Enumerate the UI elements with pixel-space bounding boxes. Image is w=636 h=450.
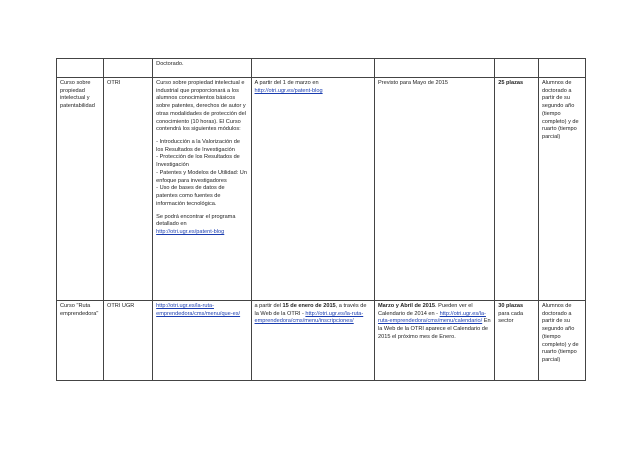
table-row xyxy=(57,78,586,301)
dates-cell xyxy=(375,78,495,301)
registration-cell xyxy=(251,78,375,301)
program-text: Se podrá encontrar el programa detallado en xyxy=(156,213,236,228)
seats-text: 30 plazas xyxy=(498,303,524,309)
course-name: Curso sobre propiedad intelectual y patentabilidad xyxy=(60,80,95,110)
table-cell xyxy=(153,59,251,78)
seats-cell xyxy=(495,301,539,381)
table-cell xyxy=(251,59,375,78)
organizer-cell xyxy=(103,301,152,381)
course-link[interactable]: http://otri.ugr.es/la-ruta-emprendedora/cms/menu/que-es/ xyxy=(156,303,241,317)
program-link[interactable]: http://otri.ugr.es/patent-blog xyxy=(156,228,225,235)
registration-text: a partir del xyxy=(254,303,283,309)
audience-text: Alumnos de doctorado a partir de su segundo año (tiempo completo) y de ruarto (tiempo parcial) xyxy=(541,80,579,141)
description-cell xyxy=(153,78,251,301)
dates-text: Previsto para Mayo de 2015 xyxy=(378,80,448,86)
registration-text: , a través de la Web de la OTRI - xyxy=(254,303,367,317)
registration-date: 15 de enero de 2015 xyxy=(282,303,336,309)
module-item: - Introducción a la Valorización de los Resultados de Investigación xyxy=(156,139,241,153)
table-cell xyxy=(495,59,539,78)
table-row xyxy=(57,301,586,381)
module-item: - Protección de los Resultados de Investigación xyxy=(156,154,240,169)
organizer-cell xyxy=(103,78,152,301)
dates-cell xyxy=(375,301,495,381)
description-intro: Curso sobre propiedad intelectual e industrial que proporcionará a los alumnos conocimientos básicos sobre patentes, derechos de autor y otras modalidades de protección del conocimiento (10 horas). El Curso contendrá los siguientes módulos: xyxy=(156,80,247,133)
seats-sub: para cada sector xyxy=(498,310,524,325)
calendar-link[interactable]: http://otri.ugr.es/la-ruta-emprendedora/cms/menu/calendario/ xyxy=(378,310,486,325)
course-name-cell xyxy=(57,78,104,301)
course-name-cell xyxy=(57,301,104,381)
course-name: Curso "Ruta emprendedora" xyxy=(60,303,99,317)
table-cell xyxy=(538,59,585,78)
seats-text: 25 plazas xyxy=(498,80,524,86)
registration-cell xyxy=(251,301,375,381)
audience-cell xyxy=(538,78,585,301)
seats-cell xyxy=(495,78,539,301)
description-cell xyxy=(153,301,251,381)
module-item: - Uso de bases de datos de patentes como fuentes de información tecnológica. xyxy=(156,185,225,207)
registration-link[interactable]: http://otri.ugr.es/la-ruta-emprendedora/cms/menu/inscripciones/ xyxy=(254,310,364,325)
table-cell xyxy=(57,59,104,78)
table-cell xyxy=(375,59,495,78)
audience-cell xyxy=(538,301,585,381)
audience-text: Alumnos de doctorado a partir de su segundo año (tiempo completo) y de ruarto (tiempo parcial) xyxy=(541,303,579,364)
table-row xyxy=(57,59,586,78)
cell-text: Doctorado. xyxy=(156,61,184,67)
dates-bold: Marzo y Abril de 2015 xyxy=(378,303,436,309)
module-item: - Patentes y Modelos de Utilidad: Un enfoque para investigadores xyxy=(156,169,247,184)
table-cell xyxy=(103,59,152,78)
courses-table xyxy=(56,58,586,381)
dates-tail: En la Web de la OTRI aparece el Calendario de 2015 el próximo mes de Enero. xyxy=(378,318,491,340)
registration-link[interactable]: http://otri.ugr.es/patent-blog xyxy=(254,87,323,94)
dates-text: . Pueden ver el Calendario de 2014 en - xyxy=(378,303,473,317)
organizer: OTRI xyxy=(106,80,121,86)
registration-text: A partir del 1 de marzo en xyxy=(254,80,319,86)
organizer: OTRI UGR xyxy=(106,303,135,309)
